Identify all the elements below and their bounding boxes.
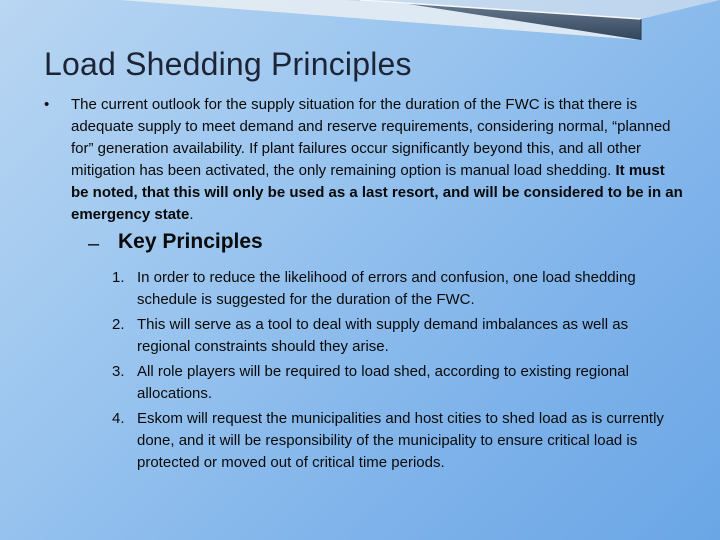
bullet-marker: • xyxy=(44,96,50,113)
list-item xyxy=(112,314,684,358)
list-number: 2. xyxy=(112,316,125,333)
list-item-text: Eskom will request the municipalities and host cities to shed load as is currently done, and it will be responsibility of the municipality to ensure critical load is protected or moved out of critical time periods. xyxy=(137,410,664,471)
list-number: 1. xyxy=(112,269,125,286)
list-item-text: In order to reduce the likelihood of errors and confusion, one load shedding schedule is suggested for the duration of the FWC. xyxy=(137,269,636,308)
bullet-paragraph xyxy=(71,94,683,226)
numbered-list xyxy=(112,267,684,477)
slide-title: Load Shedding Principles xyxy=(44,46,412,82)
header-decoration xyxy=(0,0,720,45)
subheading-dash: – xyxy=(88,233,100,255)
list-item-text: This will serve as a tool to deal with supply demand imbalances as well as regional constraints should they arise. xyxy=(137,316,629,355)
bullet-text: The current outlook for the supply situation for the duration of the FWC is that there is adequate supply to meet demand and reserve requirements, considering normal, “planned for” generation availability. If plant failures occur significantly beyond this, and all other mitigation has been activated, the only remaining option is manual load shedding. xyxy=(71,96,671,179)
subheading-row xyxy=(88,230,648,262)
list-item xyxy=(112,408,684,474)
subheading: Key Principles xyxy=(118,230,263,253)
bullet-end: . xyxy=(189,206,194,223)
list-number: 3. xyxy=(112,363,125,380)
list-item xyxy=(112,361,684,405)
list-number: 4. xyxy=(112,410,125,427)
bullet-bold-text: It must be noted, that this will only be used as a last resort, and will be considered to be in an emergency state xyxy=(71,162,683,223)
list-item-text: All role players will be required to load shed, according to existing regional allocations. xyxy=(137,363,629,402)
list-item xyxy=(112,267,684,311)
